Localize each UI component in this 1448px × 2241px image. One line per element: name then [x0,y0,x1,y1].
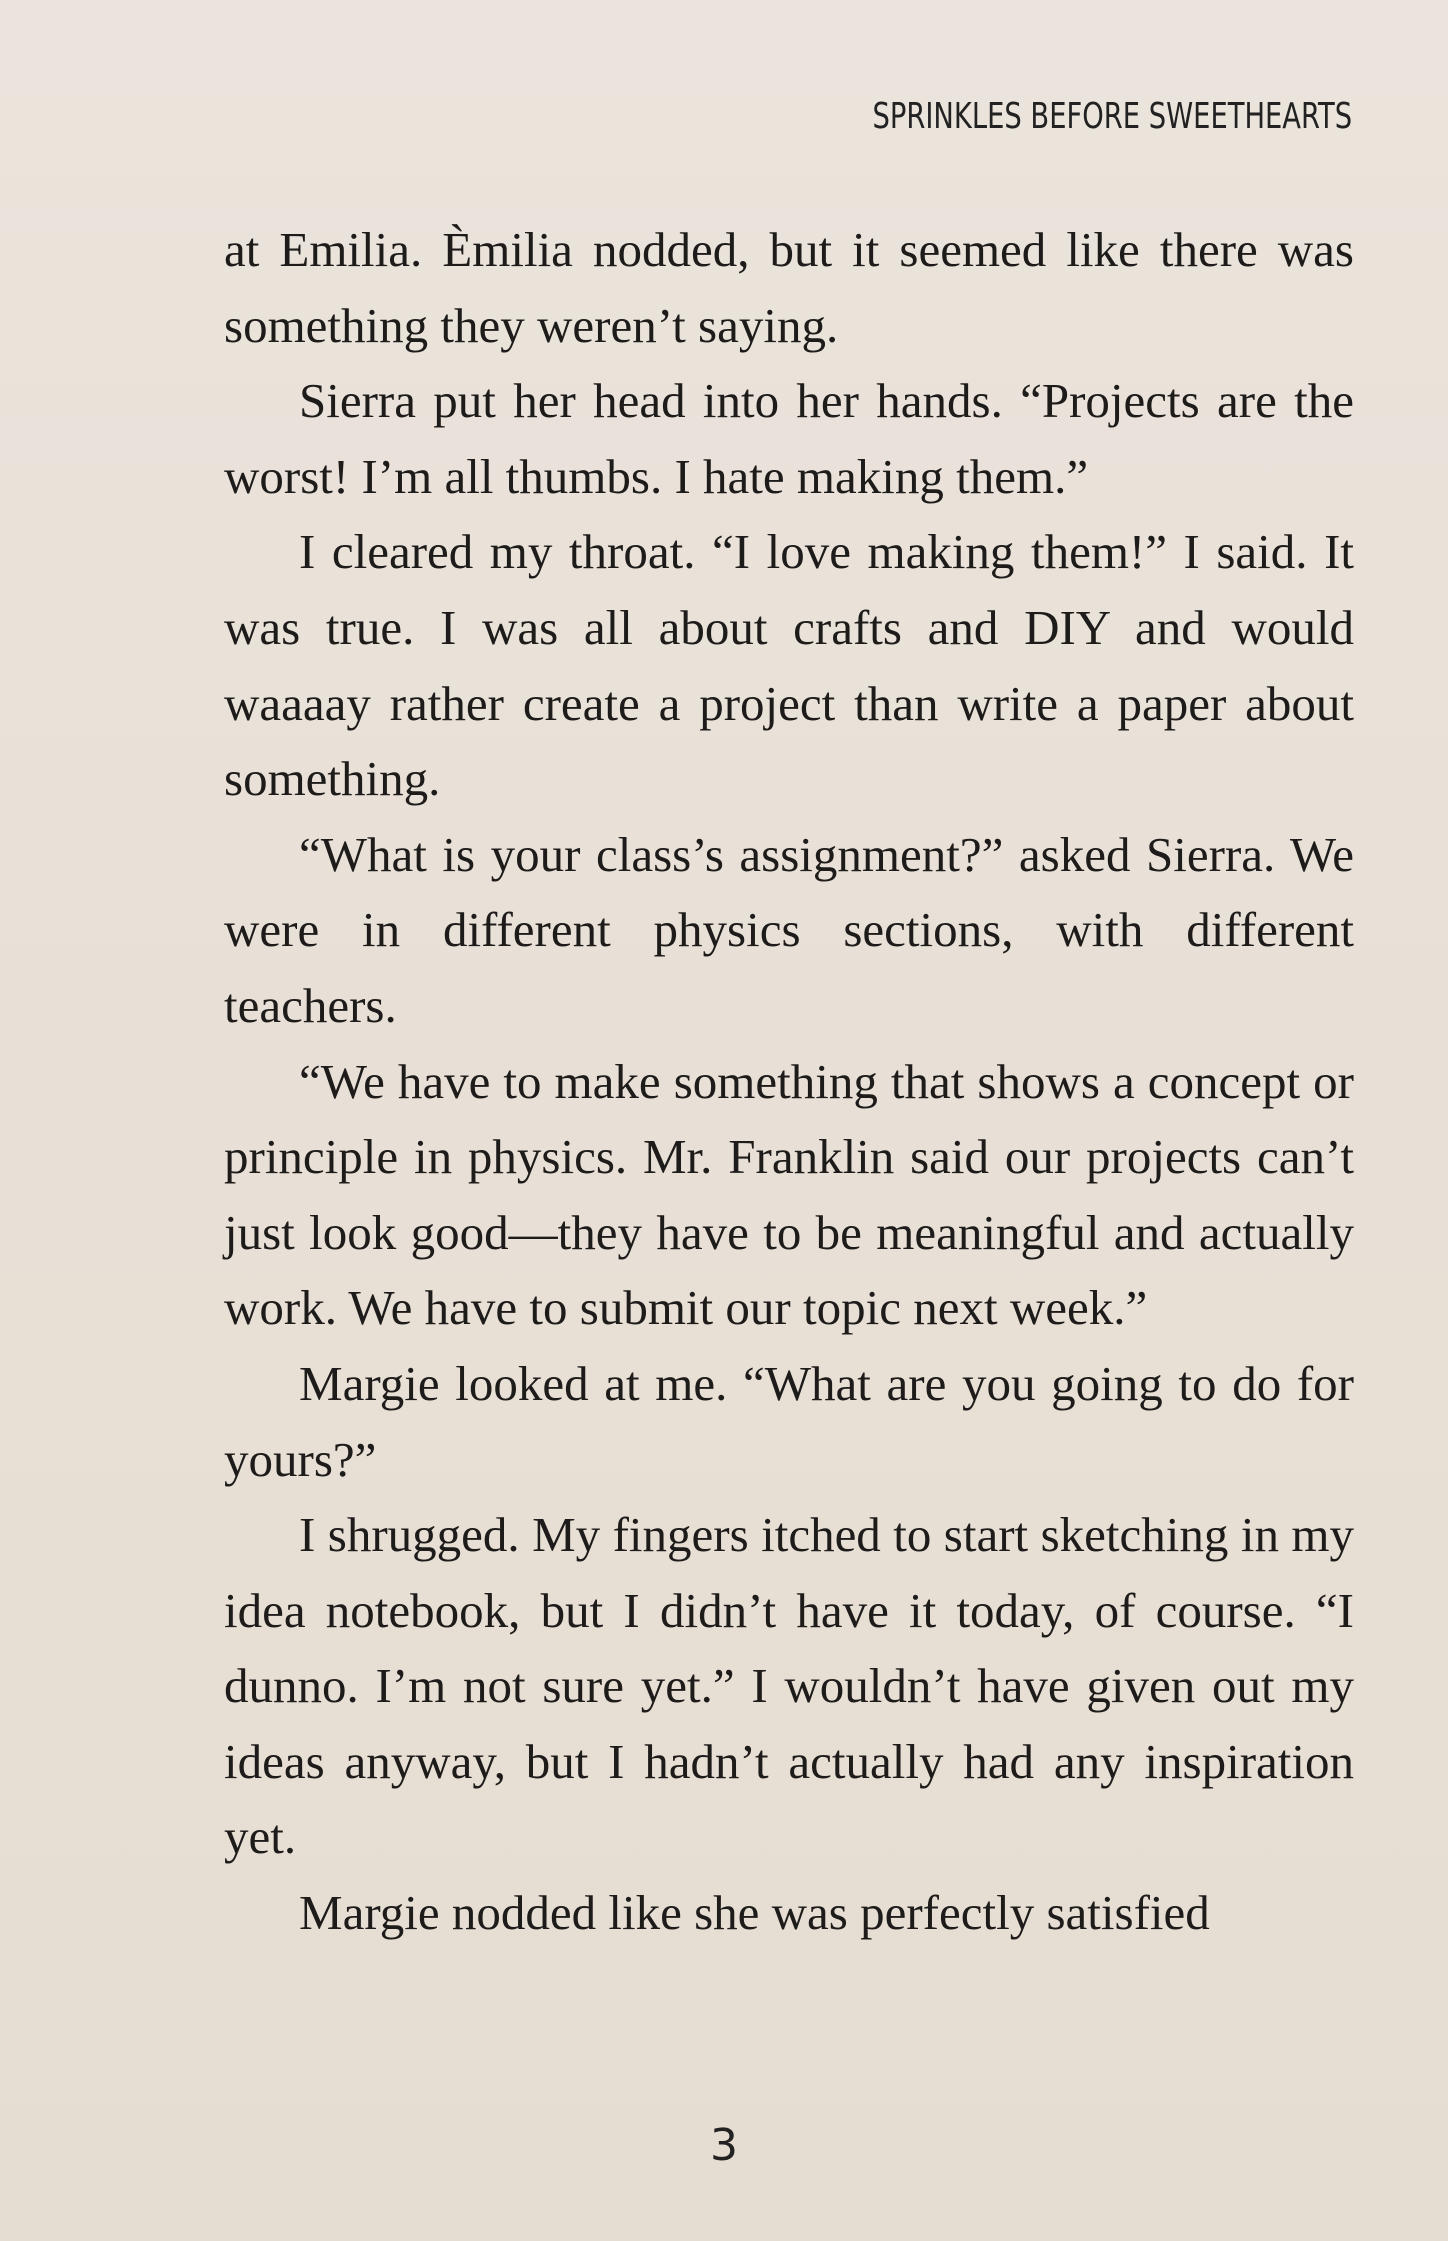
paragraph-1: at Emilia. Èmilia nodded, but it seemed like there was something they weren’t saying. [224,222,1354,353]
paragraph-4: “What is your class’s assignment?” asked Sierra. We were in different physics sections, with different teachers. [224,826,1354,1033]
paragraph-3: I cleared my throat. “I love making them!” I said. It was true. I was all about crafts and DIY and would waaaay rather create a project than write a paper about something. [224,524,1354,807]
running-head: SPRINKLES BEFORE SWEETHEARTS [872,96,1352,137]
paragraph-5: “We have to make something that shows a concept or principle in physics. Mr. Franklin said our projects can’t just look good—they have to be meaningful and actually work. We have to submit our topic next week.” [224,1053,1354,1336]
paragraph-7: I shrugged. My fingers itched to start sketching in my idea notebook, but I didn’t have it today, of course. “I dunno. I’m not sure yet.” I wouldn’t have given out my ideas anyway, but I hadn’t actually had any inspiration yet. [224,1507,1354,1865]
page-number: 3 [710,2120,738,2171]
paragraph-6: Margie looked at me. “What are you going to do for yours?” [224,1355,1354,1487]
body-text [224,212,1354,1951]
paragraph-8: Margie nodded like she was perfectly satisfied [299,1885,1210,1941]
paragraph-2: Sierra put her head into her hands. “Projects are the worst! I’m all thumbs. I hate making them.” [224,373,1354,504]
